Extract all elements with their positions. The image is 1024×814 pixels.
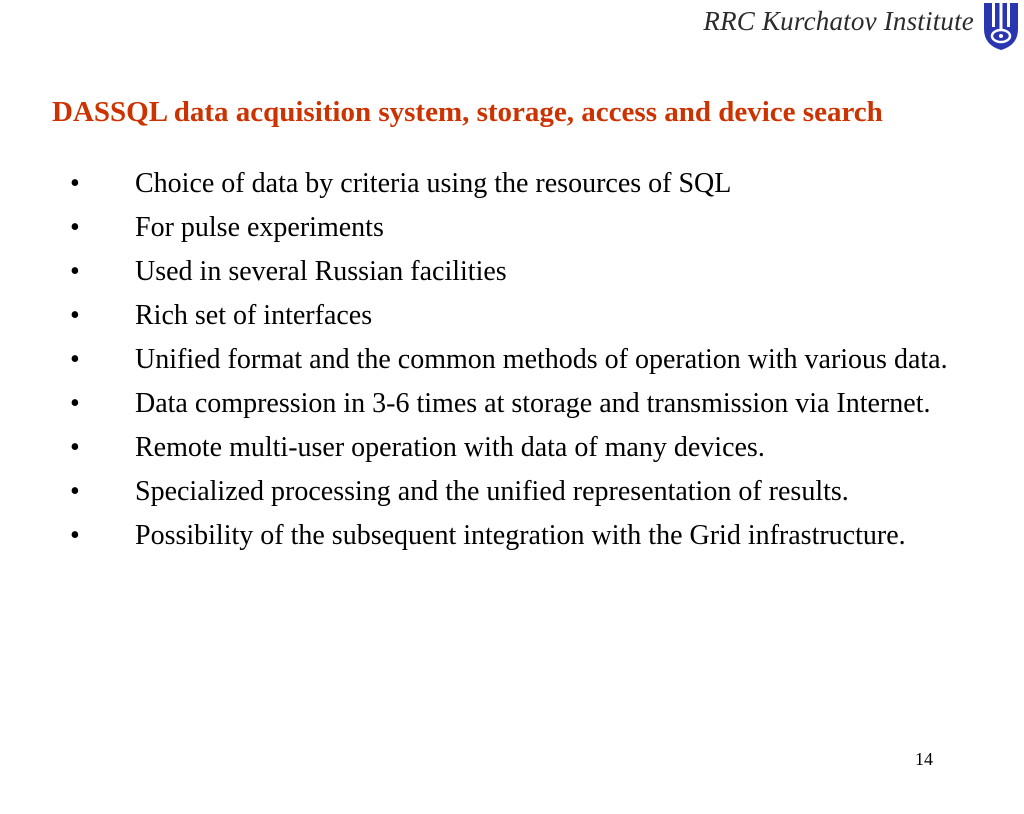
list-item-text: Possibility of the subsequent integration with the Grid infrastructure.: [135, 520, 906, 551]
list-item-text: Remote multi-user operation with data of many devices.: [135, 432, 765, 463]
list-item-text: Unified format and the common methods of operation with various data.: [135, 344, 948, 375]
list-item: [0, 166, 1010, 202]
bullet-icon: •: [70, 344, 80, 375]
list-item: [0, 386, 1010, 422]
list-item-text: Data compression in 3-6 times at storage and transmission via Internet.: [135, 388, 931, 419]
bullet-icon: •: [70, 168, 80, 199]
header-logo: [674, 0, 1024, 52]
list-item: [0, 474, 1010, 510]
bullet-icon: •: [70, 432, 80, 463]
kurchatov-emblem-icon: [982, 1, 1020, 51]
bullet-icon: •: [70, 388, 80, 419]
bullet-icon: •: [70, 256, 80, 287]
list-item-text: Rich set of interfaces: [135, 300, 373, 331]
bullet-icon: •: [70, 300, 80, 331]
list-item: [0, 518, 1010, 554]
list-item-text: For pulse experiments: [135, 212, 384, 243]
organization-name: RRC Kurchatov Institute: [703, 6, 974, 36]
list-item-text: Specialized processing and the unified representation of results.: [135, 476, 849, 507]
list-item-text: Used in several Russian facilities: [135, 256, 507, 287]
bullet-icon: •: [70, 476, 80, 507]
bullet-icon: •: [70, 520, 80, 551]
list-item: [0, 254, 1010, 290]
slide-title: DASSQL data acquisition system, storage, access and device search: [52, 96, 883, 128]
list-item-text: Choice of data by criteria using the resources of SQL: [135, 168, 732, 199]
list-item: [0, 210, 1010, 246]
bullet-list: [0, 166, 1010, 562]
list-item: [0, 430, 1010, 466]
bullet-icon: •: [70, 212, 80, 243]
list-item: [0, 342, 1010, 378]
list-item: [0, 298, 1010, 334]
page-number: 14: [915, 749, 933, 769]
